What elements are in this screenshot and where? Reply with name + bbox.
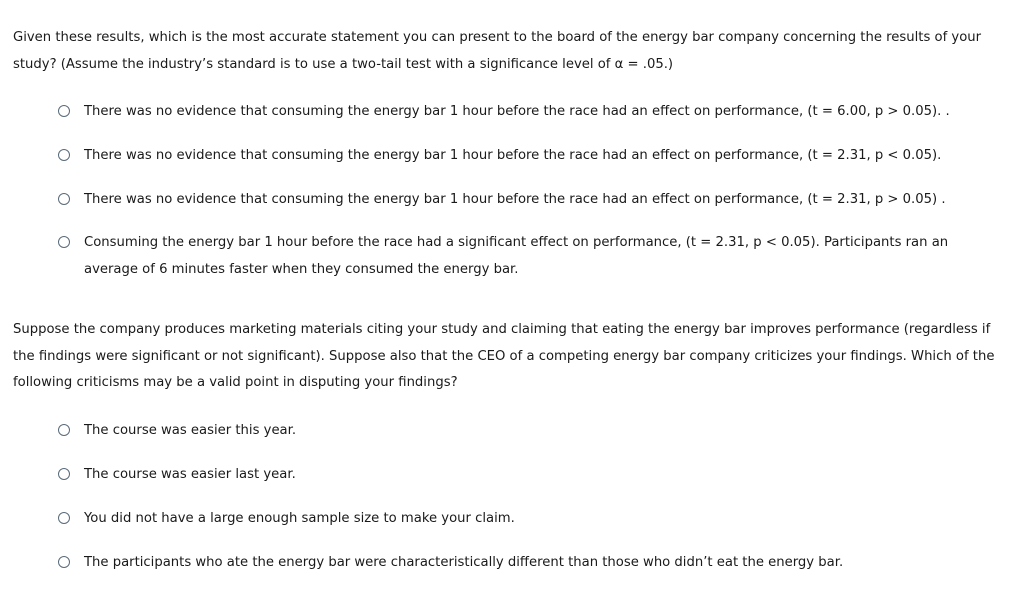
- q2-option-4[interactable]: [58, 550, 998, 577]
- q2-option-3-label: You did not have a large enough sample size to make your claim.: [84, 511, 515, 526]
- q1-option-3[interactable]: [58, 187, 998, 214]
- question-2-text: Suppose the company produces marketing materials citing your study and claiming that eating the energy bar improves performance (regardless if the findings were significant or not significant). Suppose also that the CEO of a competing energy bar company criticizes your findings. Which of the following criticisms may be a valid point in disputing your findings?: [13, 322, 995, 390]
- q2-option-1[interactable]: [58, 418, 998, 445]
- radio-button-icon[interactable]: [58, 149, 70, 161]
- q2-option-4-label: The participants who ate the energy bar were characteristically different than those who didn’t eat the energy bar.: [84, 555, 844, 570]
- radio-button-icon[interactable]: [58, 468, 70, 480]
- q1-option-3-label: There was no evidence that consuming the energy bar 1 hour before the race had an effect on performance, (t = 2.31, p > 0.05) .: [84, 192, 946, 207]
- q2-option-1-label: The course was easier this year.: [84, 423, 297, 438]
- q1-option-1[interactable]: [58, 99, 998, 126]
- radio-button-icon[interactable]: [58, 193, 70, 205]
- radio-button-icon[interactable]: [58, 512, 70, 524]
- q2-option-3[interactable]: [58, 506, 998, 533]
- q2-option-2[interactable]: [58, 462, 998, 489]
- radio-button-icon[interactable]: [58, 556, 70, 568]
- q1-option-4-label: Consuming the energy bar 1 hour before the race had a significant effect on performance, (t = 2.31, p < 0.05). Participants ran an average of 6 minutes faster when they consumed the energy bar.: [84, 235, 949, 277]
- q1-option-4[interactable]: [58, 230, 998, 283]
- radio-button-icon[interactable]: [58, 424, 70, 436]
- q1-option-2[interactable]: [58, 143, 998, 170]
- radio-button-icon[interactable]: [58, 236, 70, 248]
- question-1-text: Given these results, which is the most accurate statement you can present to the board of the energy bar company concerning the results of your study? (Assume the industry’s standard is to use a two-tail test with a significance level of α = .05.): [13, 30, 982, 72]
- q1-option-1-label: There was no evidence that consuming the energy bar 1 hour before the race had an effect on performance, (t = 6.00, p > 0.05). .: [84, 104, 950, 119]
- q1-option-2-label: There was no evidence that consuming the energy bar 1 hour before the race had an effect on performance, (t = 2.31, p < 0.05).: [84, 148, 942, 163]
- q2-option-2-label: The course was easier last year.: [84, 467, 296, 482]
- radio-button-icon[interactable]: [58, 105, 70, 117]
